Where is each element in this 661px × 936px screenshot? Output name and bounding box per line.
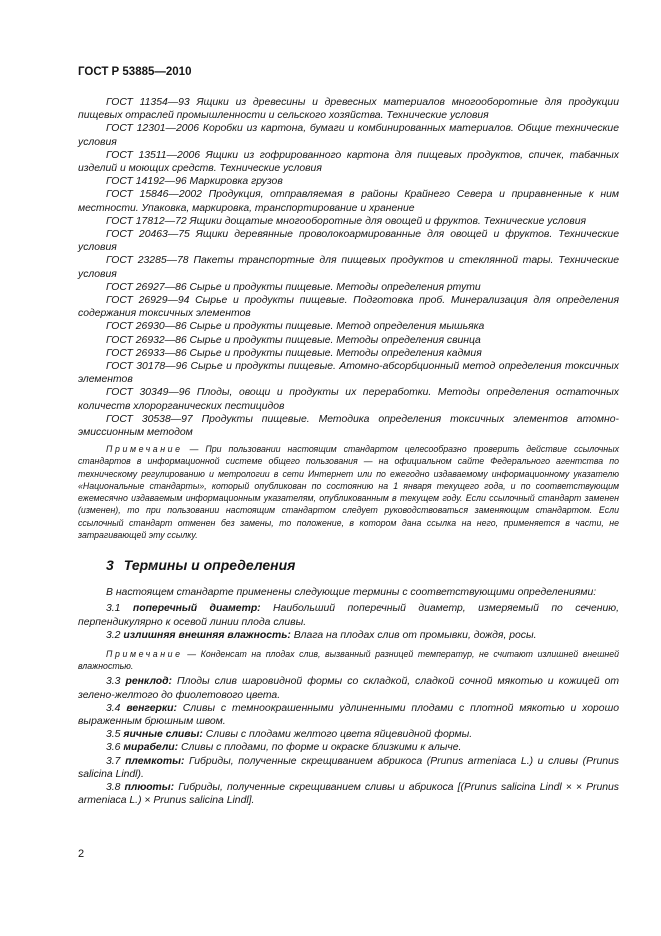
reference-item: ГОСТ 26930—86 Сырье и продукты пищевые. Метод определения мышьяка [106,321,485,333]
term-3-2 [78,629,619,642]
term-3-8 [78,781,619,807]
term-name: венгерки: [126,702,177,714]
term-definition: Плоды слив шаровидной формы со складкой, сладкой сочной мякотью и кожицей от зелено-желтого до фиолетового цвета. [78,676,620,701]
note-text: — При пользовании настоящим стандартом целесообразно проверить действие ссылочных стандартов в информационной системе общего пользования — на официальном сайте Федерального агентства по техническому регулированию и метрологии в сети Интернет или по ежегодно издаваемому информационному указателю «Национальные стандарты», который опубликован по состоянию на 1 января текущего года, и по соответствующим ежемесячно издаваемым информационным указателям, опубликованным в текущем году. Если ссылочный стандарт заменен (изменен), то при пользовании настоящим стандартом следует руководствоваться заменяющим стандартом. Если ссылочный стандарт отменен без замены, то положение, в котором дана ссылка на него, применяется в части, не затрагивающей эту ссылку. [78,444,619,540]
note-label: Примечание [106,444,183,455]
document-header: ГОСТ Р 53885—2010 [78,66,192,78]
term-definition: Гибриды, полученные скрещиванием сливы и абрикоса [(Prunus salicina Lindl × × Prunus armeniaca L.) × Prunus salicina Lindl]. [78,781,620,807]
section-heading [106,556,619,573]
reference-item: ГОСТ 12301—2006 Коробки из картона, бумаги и комбинированных материалов. Общие технические условия [78,123,619,148]
section-number: 3 [106,556,114,573]
term-3-4 [78,702,619,728]
reference-item: ГОСТ 26929—94 Сырье и продукты пищевые. Подготовка проб. Минерализация для определения содержания токсичных элементов [78,295,619,320]
term-number: 3.3 [106,676,121,688]
term-number: 3.2 [106,629,121,641]
term-3-1 [78,602,619,628]
reference-item: ГОСТ 15846—2002 Продукция, отправляемая в районы Крайнего Севера и приравненные к ним местности. Упаковка, маркировка, транспортирование и хранение [78,189,619,214]
term-number: 3.7 [106,755,121,767]
term-name: плюоты: [124,781,175,793]
reference-item: ГОСТ 14192—96 Маркировка грузов [106,176,283,188]
section-intro: В настоящем стандарте применены следующие термины с соответствующими определениями: [106,587,597,599]
page-number: 2 [78,848,85,860]
reference-item: ГОСТ 26927—86 Сырье и продукты пищевые. Методы определения ртути [106,281,481,293]
reference-item: ГОСТ 30178—96 Сырье и продукты пищевые. Атомно-абсорбционный метод определения токсичных элементов [78,361,619,386]
term-name: мирабели: [123,742,179,754]
note-text: — Конденсат на плодах слив, вызванный разницей температур, не считают излишней внешней влажностью. [78,648,619,672]
term-definition: Сливы с плодами желтого цвета яйцевидной формы. [202,729,473,741]
reference-item: ГОСТ 23285—78 Пакеты транспортные для пищевых продуктов и стеклянной тары. Технические условия [78,255,619,280]
reference-item: ГОСТ 11354—93 Ящики из древесины и древесных материалов многооборотные для продукции пищевых отраслей промышленности и сельского хозяйства. Технические условия [78,97,619,122]
term-definition: Сливы с темноокрашенными удлиненными плодами с плотной мякотью и хорошо выраженным брюшным швом. [78,702,619,727]
term-name: поперечный диаметр: [132,603,261,615]
term-name: племкоты: [125,755,185,767]
term-definition: Гибриды, полученные скрещиванием абрикоса (Prunus armeniaca L.) и сливы (Prunus salicina Lindl). [78,755,619,780]
reference-item: ГОСТ 26932—86 Сырье и продукты пищевые. Методы определения свинца [106,334,481,346]
term-definition: Влага на плодах слив от промывки, дождя, росы. [290,629,537,641]
term-3-7 [78,755,619,781]
reference-item: ГОСТ 17812—72 Ящики дощатые многооборотные для овощей и фруктов. Технические условия [106,215,587,227]
note-humidity [78,648,619,672]
term-definition: Сливы с плодами, по форме и окраске близкими к алыче. [178,742,462,754]
term-definition: Наибольший поперечный диаметр, измеряемый по сечению, перпендикулярно к осевой линии плода сливы. [78,603,619,628]
document-body [78,96,619,807]
term-number: 3.5 [106,729,121,741]
term-number: 3.8 [106,781,121,793]
reference-item: ГОСТ 30538—97 Продукты пищевые. Методика определения токсичных элементов атомно-эмиссионным методом [78,413,619,439]
term-name: ренклод: [125,676,172,688]
reference-item: ГОСТ 26933—86 Сырье и продукты пищевые. Методы определения кадмия [106,347,482,359]
term-3-3 [78,675,619,701]
reference-item: ГОСТ 30349—96 Плоды, овощи и продукты их переработки. Методы определения остаточных количеств хлорорганических пестицидов [78,387,619,412]
term-name: излишняя внешняя влажность: [123,629,291,641]
term-3-6 [78,741,619,754]
reference-item: ГОСТ 20463—75 Ящики деревянные проволокоармированные для овощей и фруктов. Технические условия [78,229,619,254]
term-number: 3.1 [106,603,121,615]
note-label: Примечание [106,648,183,659]
reference-item: ГОСТ 13511—2006 Ящики из гофрированного картона для пищевых продуктов, спичек, табачных изделий и моющих средств. Технические условия [78,149,619,175]
term-number: 3.6 [106,742,121,754]
term-number: 3.4 [106,702,121,714]
note-references [78,443,619,541]
term-name: яичные сливы: [123,729,203,741]
term-3-5 [78,728,619,741]
section-title: Термины и определения [123,556,296,573]
